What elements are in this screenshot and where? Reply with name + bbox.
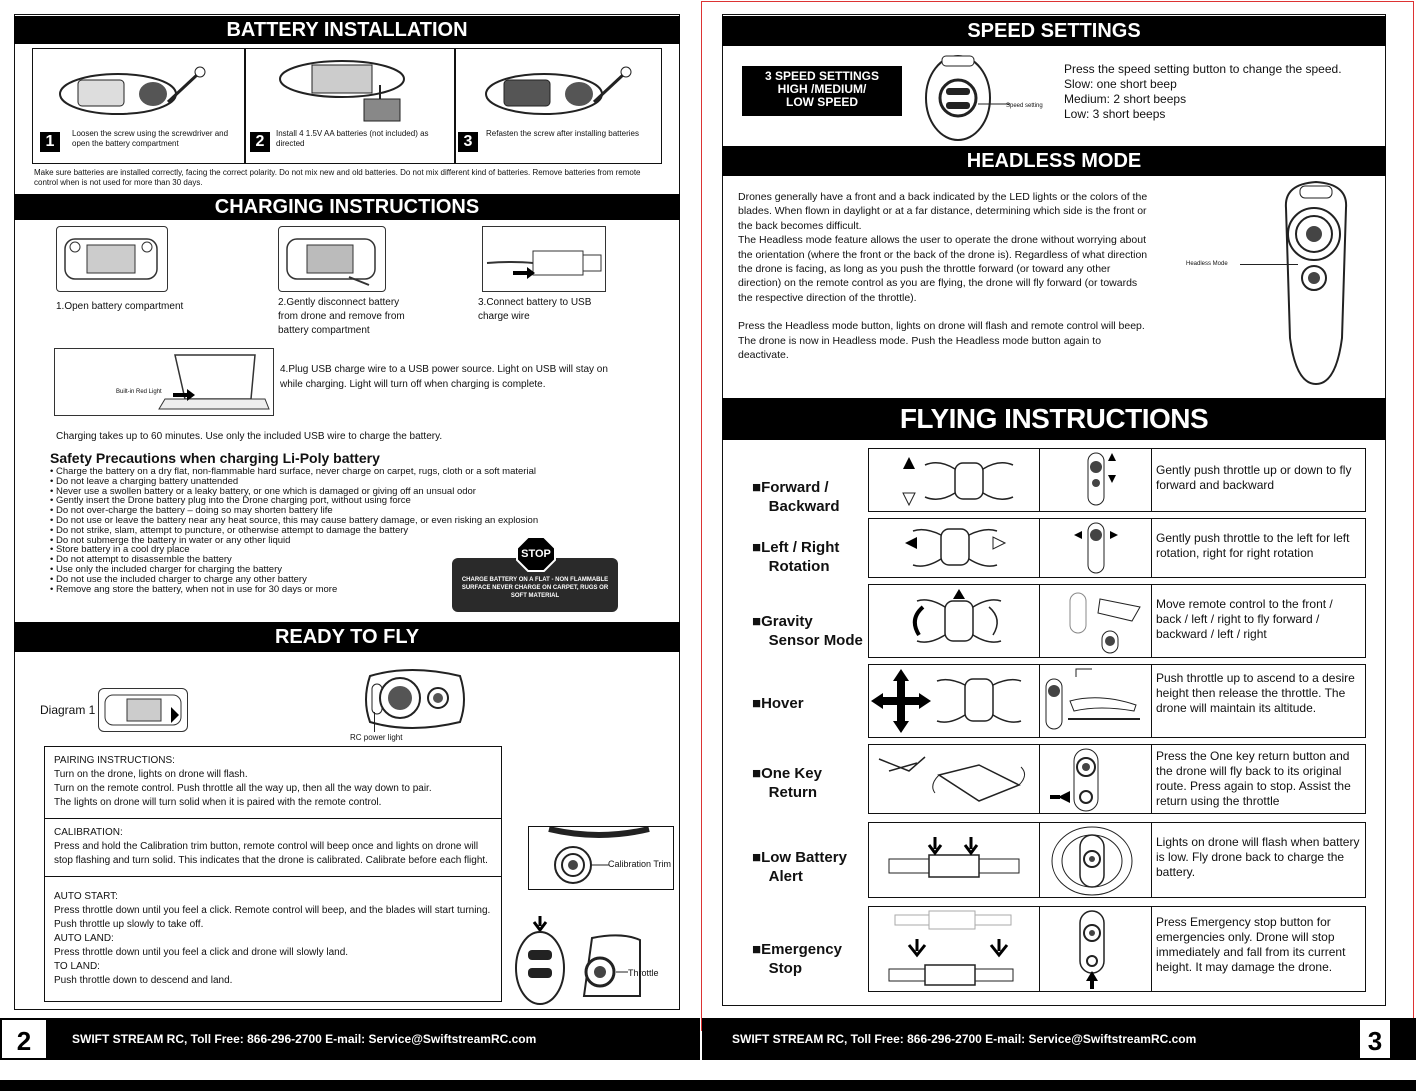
page-number-3: 3 (1358, 1018, 1392, 1060)
flying-row-label: ■Emergency Stop (752, 941, 842, 977)
label-line: Alert (768, 868, 803, 885)
safety-item: • Do not leave a charging battery unattended (50, 475, 239, 487)
flying-row-label: ■Gravity Sensor Mode (752, 613, 863, 649)
flying-row-description: Press Emergency stop button for emergencies only. Drone will stop immediately and fall from its current height. It may damage the drone. (1152, 906, 1366, 992)
laptop-usb-illustration (54, 348, 274, 416)
label-line: Forward / (761, 479, 829, 496)
headless-mode-button-label: Headless Mode (1186, 261, 1228, 267)
drone-gravity-image (868, 584, 1040, 658)
throttle-illustration (512, 916, 652, 1006)
speed-description (1064, 62, 1384, 122)
label-line: Left / Right (761, 539, 840, 556)
safety-item: • Remove ang store the battery, when not in use for 30 days or more (50, 583, 338, 595)
auto-start-section (54, 890, 500, 988)
bottom-edge-bar (0, 1080, 1416, 1091)
flying-row-description: Press the One key return button and the drone will fly back to its original route. Press again to stop. Assist the return using the throttle (1152, 744, 1366, 814)
calibration-line: stop flashing and turn solid. This indicates that the drone is calibrated. Calibrate before each flight. (54, 855, 488, 866)
safety-item: • Store battery in a cool dry place (50, 544, 190, 556)
flying-instructions-title: FLYING INSTRUCTIONS (722, 398, 1386, 440)
headless-para-1: Drones generally have a front and a back indicated by the LED lights or the colors of the blades. When flown in daylight or at a far distance, determining which side is the front or the back becomes difficult. (738, 191, 1148, 232)
flying-row-label: ■Left / Right Rotation (752, 539, 840, 575)
drone-emergency-stop-image (868, 906, 1040, 992)
drone-hover-image (868, 664, 1040, 738)
battery-step-2-text: Install 4 1.5V AA batteries (not included) as directed (276, 129, 429, 148)
speed-setting-label: Speed setting (1006, 103, 1043, 109)
calibration-line: CALIBRATION: (54, 827, 123, 838)
drone-low-battery-image (868, 822, 1040, 898)
pairing-line: Turn on the drone, lights on drone will flash. (54, 769, 248, 780)
headless-leader-line (1240, 264, 1298, 265)
battery-step-1-text: Loosen the screw using the screwdriver and open the battery compartment (72, 129, 229, 148)
safety-item: • Never use a swollen battery or a leaky battery, or one which is damaged or giving off an unsual odor (50, 485, 476, 497)
drone-rotation-image (868, 518, 1040, 578)
speed-line: Slow: one short beep (1064, 77, 1177, 91)
section-divider (44, 818, 502, 819)
flying-row-label: ■One Key Return (752, 765, 822, 801)
safety-item: • Do not submerge the battery in water or any other liquid (50, 534, 291, 546)
pairing-line: PAIRING INSTRUCTIONS: (54, 755, 175, 766)
usb-wire-illustration (482, 226, 606, 292)
charging-instructions-title: CHARGING INSTRUCTIONS (14, 194, 680, 220)
auto-line: Push throttle down to descend and land. (54, 975, 233, 986)
label-line: Return (768, 784, 818, 801)
label-line: Emergency (761, 941, 842, 958)
step-number-2: 2 (250, 132, 270, 152)
flying-row-label: ■Hover (752, 695, 804, 712)
flying-row-left-right (752, 518, 1366, 578)
safety-item: • Do not use or leave the battery near any heat source, this may cause battery damage, or even risking an explosion (50, 514, 539, 526)
battery-step-3-text: Refasten the screw after installing batteries (486, 129, 639, 138)
charging-step-4: 4.Plug USB charge wire to a USB power source. Light on USB will stay on while charging. Light will turn off when charging is complete. (280, 364, 608, 390)
speed-badge (742, 66, 902, 116)
flying-row-gravity-sensor (752, 584, 1366, 658)
flying-row-label: ■Forward / Backward (752, 479, 840, 515)
pairing-line: The lights on drone will turn solid when it is paired with the remote control. (54, 797, 382, 808)
headless-para-3: Press the Headless mode button, lights on drone will flash and remote control will beep. The drone is now in Headless mode. Push the Headless mode button again to deactivate. (738, 320, 1145, 362)
label-line: Low Battery (761, 849, 847, 866)
safety-item: • Do not attempt to disassemble the battery (50, 554, 232, 566)
remote-throttle-up-down-image (1040, 448, 1152, 512)
label-line: One Key (761, 765, 822, 782)
speed-badge-line: 3 SPEED SETTINGS (764, 69, 880, 83)
safety-item: • Do not over-charge the battery – doing so may shorten battery life (50, 505, 333, 517)
calibration-trim-label: Calibration Trim (608, 859, 672, 869)
flying-row-description: Gently push throttle to the left for left rotation, right for right rotation (1152, 518, 1366, 578)
flying-row-forward-backward (752, 448, 1366, 515)
auto-line: TO LAND: (54, 961, 100, 972)
auto-line: AUTO LAND: (54, 933, 114, 944)
remote-throttle-left-right-image (1040, 518, 1152, 578)
auto-line: Push throttle up slowly to take off. (54, 919, 204, 930)
stop-sign-text: STOP (521, 548, 551, 560)
speed-settings-title: SPEED SETTINGS (722, 16, 1386, 46)
rc-power-light-leader (374, 712, 375, 732)
safety-item: • Use only the included charger for charging the battery (50, 563, 282, 575)
calibration-line: Press and hold the Calibration trim button, remote control will beep once and lights on drone will (54, 841, 479, 852)
charging-step-2: 2.Gently disconnect battery from drone and remove from battery compartment (278, 297, 405, 336)
safety-item: • Do not use the included charger to charge any other battery (50, 573, 307, 585)
label-line: Sensor Mode (768, 632, 863, 649)
drone-diagram-1 (98, 688, 188, 732)
safety-item: • Gently insert the Drone battery plug into the Drone charging port, without using force (50, 495, 411, 507)
footer-contact-right: SWIFT STREAM RC, Toll Free: 866-296-2700 E-mail: Service@SwiftstreamRC.com (732, 1032, 1197, 1046)
stop-warning-text: CHARGE BATTERY ON A FLAT - NON FLAMMABLE SURFACE NEVER CHARGE ON CARPET, RUGS OR SOFT MATERIAL (461, 577, 609, 599)
battery-remove-illustration (278, 226, 386, 292)
auto-line: Press throttle down until you feel a click. Remote control will beep, and the blades will start turning. (54, 905, 491, 916)
speed-line: Low: 3 short beeps (1064, 107, 1166, 121)
safety-item: • Charge the battery on a dry flat, non-flammable hard surface, never charge on carpet, rugs, cloth or a soft material (50, 466, 536, 477)
battery-installation-title: BATTERY INSTALLATION (14, 16, 680, 44)
drone-return-image (868, 744, 1040, 814)
speed-badge-line: HIGH /MEDIUM/ (777, 82, 867, 96)
headless-para-2: The Headless mode feature allows the user to operate the drone without worrying about the orientation (where the front or the back of the drone is). Regardless of what direction the drone is facing, as long as you push the throttle forward (or toward any other direction) on the remote control as you are flying, the drone will fly forward (or towards the respective direction of the throttle). (738, 234, 1148, 304)
auto-line: AUTO START: (54, 891, 118, 902)
battery-compartment-illustration (56, 226, 168, 292)
remote-hover-image (1040, 664, 1152, 738)
remote-control-topview (360, 664, 470, 734)
flying-row-low-battery (752, 822, 1366, 898)
step-number-1: 1 (40, 132, 60, 152)
flying-row-one-key-return (752, 744, 1366, 814)
flying-row-label: ■Low Battery Alert (752, 849, 847, 885)
remote-return-button-image (1040, 744, 1152, 814)
label-line: Hover (761, 695, 804, 712)
headless-text (738, 190, 1154, 362)
remote-low-battery-image (1040, 822, 1152, 898)
remote-closed-illustration (484, 62, 634, 122)
diagram-1-label: Diagram 1 (40, 703, 96, 717)
section-divider (44, 876, 502, 877)
headless-mode-title: HEADLESS MODE (722, 146, 1386, 176)
rc-power-light-label: RC power light (350, 733, 403, 742)
charging-step-3: 3.Connect battery to USB charge wire (478, 297, 592, 322)
battery-step-divider (454, 48, 456, 164)
drone-forward-backward-image (868, 448, 1040, 512)
label-line: Backward (768, 498, 840, 515)
charging-step-1: 1.Open battery compartment (56, 301, 184, 312)
footer-contact-left: SWIFT STREAM RC, Toll Free: 866-296-2700 E-mail: Service@SwiftstreamRC.com (72, 1032, 537, 1046)
speed-button-remote-illustration (920, 52, 1060, 144)
charging-time-note: Charging takes up to 60 minutes. Use only the included USB wire to charge the battery. (56, 431, 443, 442)
speed-line: Press the speed setting button to change the speed. (1064, 62, 1342, 76)
auto-line: Press throttle down until you feel a click and drone will slowly land. (54, 947, 349, 958)
label-line: Stop (768, 960, 802, 977)
remote-tilt-image (1040, 584, 1152, 658)
safety-title: Safety Precautions when charging Li-Poly battery (50, 450, 380, 466)
label-line: Rotation (768, 558, 830, 575)
battery-step-divider (244, 48, 246, 164)
flying-row-emergency-stop (752, 906, 1366, 992)
flying-row-description: Lights on drone will flash when battery is low. Fly drone back to charge the battery. (1152, 822, 1366, 898)
battery-note: Make sure batteries are installed correctly, facing the correct polarity. Do not mix new and old batteries. Do not mix different kind of batteries. Remove batteries from remote control when is not used for more than 30 days. (34, 168, 641, 187)
pairing-line: Turn on the remote control. Push throttle all the way up, then all the way down to pair. (54, 783, 432, 794)
flying-row-hover (752, 664, 1366, 738)
pairing-section (54, 754, 494, 810)
remote-batteries-illustration (272, 55, 432, 125)
throttle-label: Throttle (628, 968, 659, 978)
page-number-2: 2 (0, 1018, 48, 1060)
safety-item: • Do not strike, slam, attempt to puncture, or otherwise attempt to damage the battery (50, 524, 409, 536)
flying-row-description: Gently push throttle up or down to fly forward and backward (1152, 448, 1366, 512)
speed-badge-line: LOW SPEED (785, 95, 858, 109)
flying-row-description: Push throttle up to ascend to a desire height then release the throttle. The drone will maintain its altitude. (1152, 664, 1366, 738)
built-in-red-light-label: Built-in Red Light (116, 389, 162, 395)
speed-line: Medium: 2 short beeps (1064, 92, 1187, 106)
ready-to-fly-title: READY TO FLY (14, 622, 680, 652)
remote-emergency-button-image (1040, 906, 1152, 992)
calibration-section (54, 826, 500, 868)
step-number-3: 3 (458, 132, 478, 152)
headless-remote-illustration (1280, 178, 1352, 388)
remote-open-illustration (58, 62, 208, 122)
label-line: Gravity (761, 613, 813, 630)
flying-row-description: Move remote control to the front / back / left / right to fly forward / backward / left / right (1152, 584, 1366, 658)
